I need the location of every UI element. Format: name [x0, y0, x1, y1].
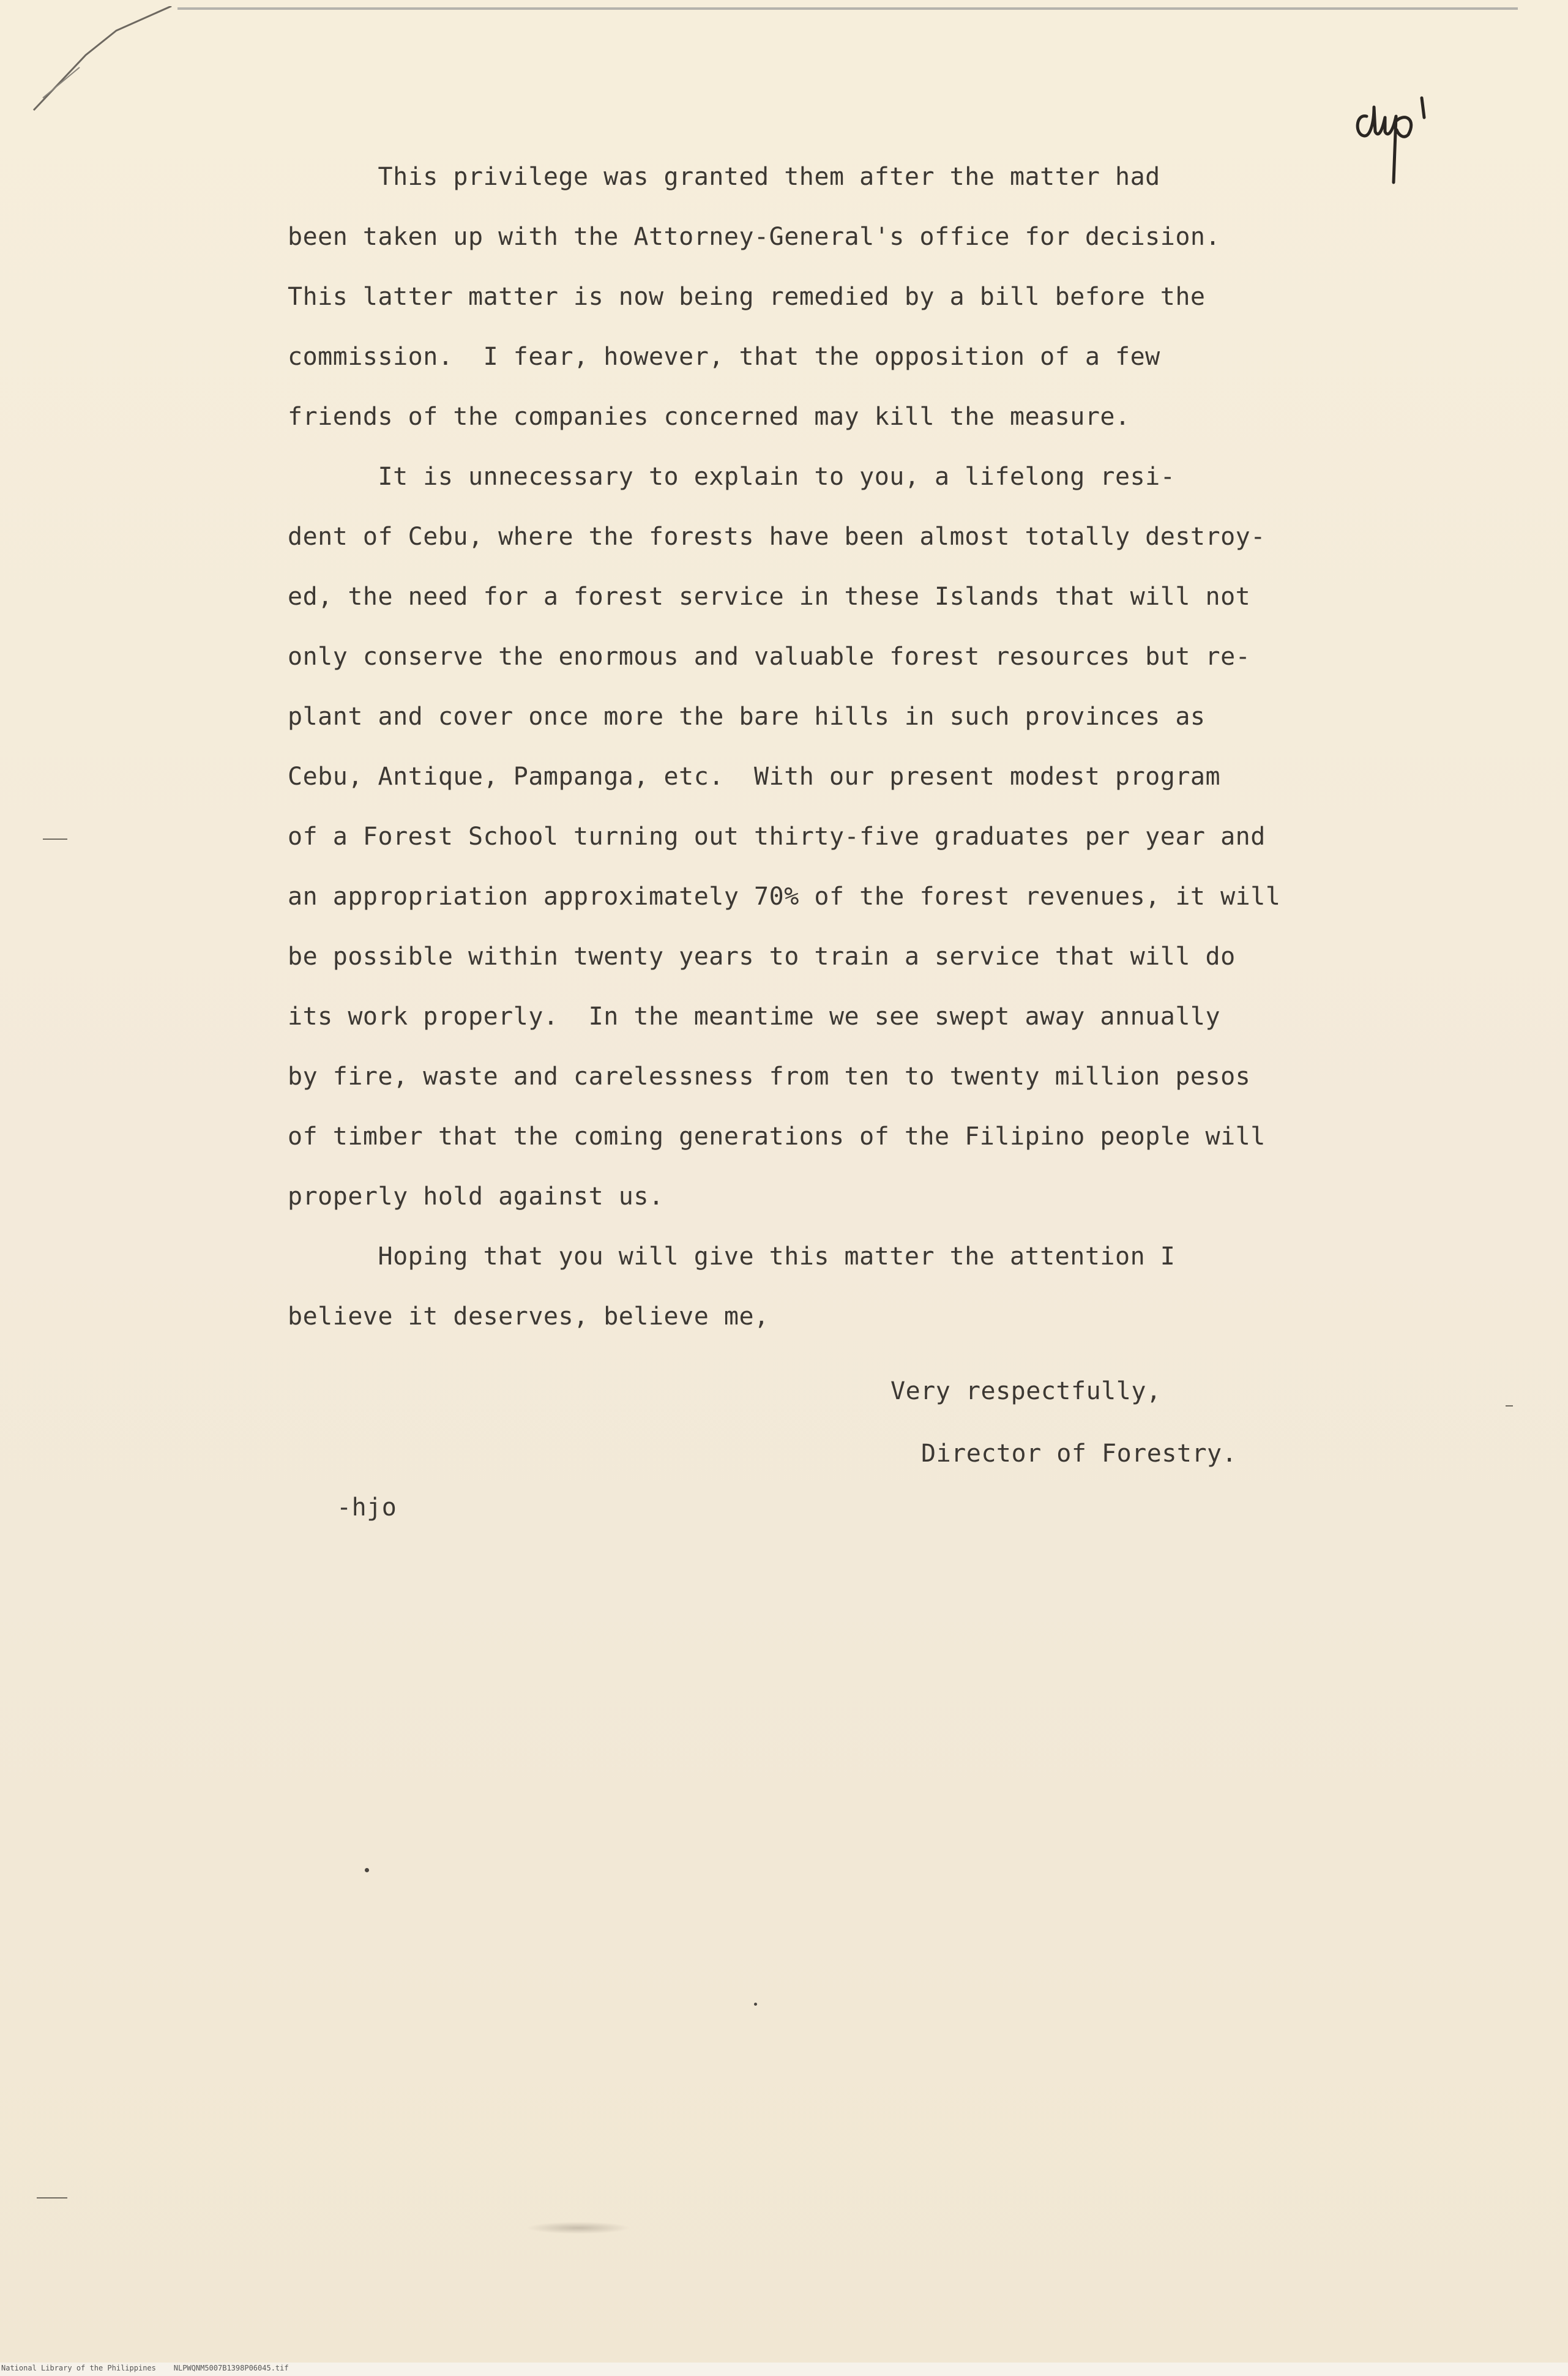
- body-line: be possible within twenty years to train a service that will do: [288, 943, 1236, 971]
- closing-salutation: Very respectfully,: [890, 1377, 1162, 1405]
- body-line: an appropriation approximately 70% of the forest revenues, it will: [288, 883, 1281, 911]
- typist-initials: -hjo: [337, 1493, 397, 1522]
- body-line: properly hold against us.: [288, 1182, 664, 1211]
- body-line: its work properly. In the meantime we see swept away annually: [288, 1003, 1221, 1031]
- handwritten-dup-note: [1350, 73, 1441, 190]
- body-line: plant and cover once more the bare hills in such provinces as: [288, 703, 1206, 731]
- body-line: of timber that the coming generations of the Filipino people will: [288, 1123, 1266, 1151]
- body-line: believe it deserves, believe me,: [288, 1302, 769, 1331]
- body-line: Cebu, Antique, Pampanga, etc. With our present modest program: [288, 763, 1221, 791]
- body-line: been taken up with the Attorney-General's office for decision.: [288, 223, 1221, 251]
- body-line: commission. I fear, however, that the opposition of a few: [288, 343, 1160, 371]
- body-line: It is unnecessary to explain to you, a lifelong resi-: [288, 463, 1176, 491]
- ink-speck: [365, 1868, 369, 1872]
- scan-footer-label: National Library of the Philippines NLPWQNM5007B1398P06045.tif: [1, 2364, 289, 2372]
- signature-title: Director of Forestry.: [921, 1440, 1238, 1468]
- body-line: by fire, waste and carelessness from ten to twenty million pesos: [288, 1063, 1251, 1091]
- body-line: This latter matter is now being remedied by a bill before the: [288, 283, 1206, 311]
- margin-tick-mark: [1506, 1405, 1513, 1407]
- body-line: only conserve the enormous and valuable forest resources but re-: [288, 643, 1251, 671]
- body-line: ed, the need for a forest service in these Islands that will not: [288, 583, 1251, 611]
- body-line: friends of the companies concerned may kill the measure.: [288, 403, 1130, 431]
- body-line: Hoping that you will give this matter the attention I: [288, 1242, 1176, 1271]
- body-line: This privilege was granted them after the matter had: [288, 163, 1160, 191]
- smudge-mark: [526, 2222, 630, 2234]
- ink-speck: [754, 2003, 757, 2006]
- letter-body: [288, 147, 1328, 1347]
- paper-top-edge: [177, 7, 1518, 10]
- corner-fold-mark: [31, 6, 190, 122]
- margin-tick-mark: [43, 839, 67, 840]
- body-line: dent of Cebu, where the forests have been almost totally destroy-: [288, 523, 1266, 551]
- margin-tick-mark: [37, 2197, 67, 2199]
- body-line: of a Forest School turning out thirty-five graduates per year and: [288, 823, 1266, 851]
